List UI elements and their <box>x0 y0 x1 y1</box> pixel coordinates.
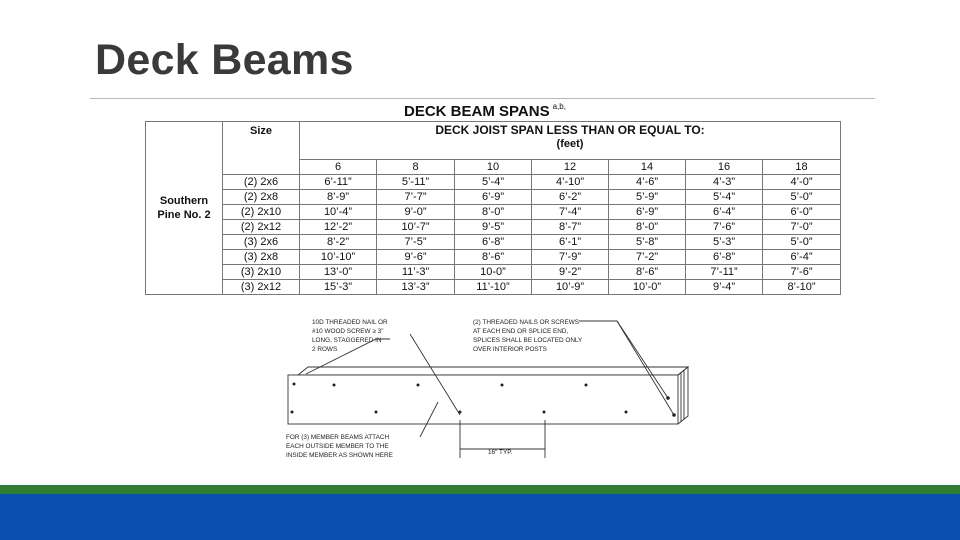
span-value-cell: 13’-3” <box>377 280 455 295</box>
footer-green-stripe <box>0 485 960 494</box>
span-value-cell: 10’-9” <box>532 280 609 295</box>
span-value-cell: 7’-5” <box>377 235 455 250</box>
table-row <box>146 175 841 190</box>
span-value-cell: 6’-9” <box>455 190 532 205</box>
note-right-line-2: AT EACH END OR SPLICE END, <box>473 328 569 335</box>
beam-size-cell: (2) 2x12 <box>223 220 300 235</box>
span-column-header: 16 <box>686 160 763 175</box>
span-value-cell: 11’-3” <box>377 265 455 280</box>
span-value-cell: 12’-2” <box>300 220 377 235</box>
span-value-cell: 10’-0” <box>609 280 686 295</box>
span-column-header: 18 <box>763 160 841 175</box>
span-value-cell: 4’-6” <box>609 175 686 190</box>
span-value-cell: 8’-7” <box>532 220 609 235</box>
span-value-cell: 6’-11” <box>300 175 377 190</box>
span-value-cell: 4’-0” <box>763 175 841 190</box>
span-header <box>300 122 841 160</box>
span-value-cell: 7’-11” <box>686 265 763 280</box>
span-value-cell: 6’-0” <box>763 205 841 220</box>
beam-size-cell: (2) 2x10 <box>223 205 300 220</box>
span-value-cell: 5’-4” <box>455 175 532 190</box>
note-bottom-line-1: FOR (3) MEMBER BEAMS ATTACH <box>286 434 390 441</box>
span-value-cell: 6’-1” <box>532 235 609 250</box>
deck-beam-spans-table <box>145 121 841 295</box>
note-left-line-4: 2 ROWS <box>312 346 338 353</box>
table-title-superscript: a,b, <box>552 102 566 111</box>
beam-size-cell: (3) 2x6 <box>223 235 300 250</box>
span-column-header: 6 <box>300 160 377 175</box>
beam-size-cell: (3) 2x10 <box>223 265 300 280</box>
beam-top-face <box>298 367 688 375</box>
span-value-cell: 5’-11” <box>377 175 455 190</box>
span-value-cell: 10’-10” <box>300 250 377 265</box>
species-cell <box>146 122 223 295</box>
span-column-header: 8 <box>377 160 455 175</box>
span-header-line-2: (feet) <box>556 138 584 150</box>
nail-dot <box>417 384 420 387</box>
note-left-line-1: 10D THREADED NAIL OR <box>312 319 388 326</box>
span-column-header: 14 <box>609 160 686 175</box>
beam-end-face <box>678 367 688 424</box>
nail-dot <box>501 384 504 387</box>
span-value-cell: 9’-6” <box>377 250 455 265</box>
span-value-cell: 5’-0” <box>763 190 841 205</box>
table-title <box>404 103 566 120</box>
table-row <box>146 220 841 235</box>
span-value-cell: 6’-4” <box>686 205 763 220</box>
span-value-cell: 9’-5” <box>455 220 532 235</box>
slide-title: Deck Beams <box>95 36 354 84</box>
span-value-cell: 10’-4” <box>300 205 377 220</box>
span-value-cell: 15’-3” <box>300 280 377 295</box>
table-title-text: DECK BEAM SPANS <box>404 103 550 120</box>
span-value-cell: 4’-3” <box>686 175 763 190</box>
span-value-cell: 7’-0” <box>763 220 841 235</box>
span-header-line-1: DECK JOIST SPAN LESS THAN OR EQUAL TO: <box>435 123 705 137</box>
span-value-cell: 6’-8” <box>455 235 532 250</box>
span-value-cell: 9’-2” <box>532 265 609 280</box>
nail-dot <box>293 383 296 386</box>
table-row <box>146 205 841 220</box>
beam-nailing-diagram <box>270 312 710 469</box>
span-value-cell: 6’-8” <box>686 250 763 265</box>
nail-dot <box>291 411 294 414</box>
span-value-cell: 7’-6” <box>686 220 763 235</box>
table-row <box>146 265 841 280</box>
span-value-cell: 13’-0” <box>300 265 377 280</box>
size-header: Size <box>223 122 300 175</box>
span-value-cell: 6’-2” <box>532 190 609 205</box>
span-value-cell: 7’-2” <box>609 250 686 265</box>
span-column-header: 12 <box>532 160 609 175</box>
beam-size-cell: (2) 2x8 <box>223 190 300 205</box>
span-value-cell: 10-0” <box>455 265 532 280</box>
span-value-cell: 7’-6” <box>763 265 841 280</box>
span-value-cell: 9’-4” <box>686 280 763 295</box>
span-value-cell: 5’-0” <box>763 235 841 250</box>
end-nail-dot <box>666 396 670 400</box>
span-value-cell: 5’-9” <box>609 190 686 205</box>
beam-size-cell: (3) 2x12 <box>223 280 300 295</box>
species-line-2: Pine No. 2 <box>157 209 211 221</box>
span-value-cell: 8’-0” <box>609 220 686 235</box>
nail-dot <box>543 411 546 414</box>
nail-dot <box>375 411 378 414</box>
span-value-cell: 10’-7” <box>377 220 455 235</box>
note-left-line-3: LONG, STAGGERED IN <box>312 337 382 344</box>
note-left-line-2: #10 WOOD SCREW ≥ 3" <box>312 328 384 335</box>
note-bottom-line-3: INSIDE MEMBER AS SHOWN HERE <box>286 452 393 459</box>
beam-front-face <box>288 375 678 424</box>
note-right-line-3: SPLICES SHALL BE LOCATED ONLY <box>473 337 583 344</box>
leader-left <box>306 339 390 374</box>
table-row <box>146 280 841 295</box>
beam-size-cell: (3) 2x8 <box>223 250 300 265</box>
span-value-cell: 7’-9” <box>532 250 609 265</box>
nail-dot <box>625 411 628 414</box>
title-divider <box>90 98 875 99</box>
nail-dot <box>459 411 462 414</box>
nail-dot <box>585 384 588 387</box>
span-value-cell: 5’-3” <box>686 235 763 250</box>
species-line-1: Southern <box>159 195 209 207</box>
beam-drawing <box>270 312 710 464</box>
span-value-cell: 8’-10” <box>763 280 841 295</box>
span-value-cell: 8’-6” <box>455 250 532 265</box>
span-value-cell: 8’-2” <box>300 235 377 250</box>
footer-blue-band <box>0 494 960 540</box>
note-bottom-line-2: EACH OUTSIDE MEMBER TO THE <box>286 443 389 450</box>
span-value-cell: 9’-0” <box>377 205 455 220</box>
table-row <box>146 250 841 265</box>
span-value-cell: 6’-4” <box>763 250 841 265</box>
span-value-cell: 5’-8” <box>609 235 686 250</box>
table-header-row <box>146 122 841 160</box>
note-right-line-1: (2) THREADED NAILS OR SCREWS <box>473 319 580 326</box>
span-value-cell: 8’-0” <box>455 205 532 220</box>
note-right-line-4: OVER INTERIOR POSTS <box>473 346 547 353</box>
end-nail-dot <box>672 413 676 417</box>
span-value-cell: 5’-4” <box>686 190 763 205</box>
span-column-header: 10 <box>455 160 532 175</box>
span-value-cell: 7’-7” <box>377 190 455 205</box>
spacing-dimension: 16" TYP. <box>488 449 513 456</box>
table-row <box>146 190 841 205</box>
nail-dot <box>333 384 336 387</box>
span-value-cell: 7’-4” <box>532 205 609 220</box>
span-value-cell: 11’-10” <box>455 280 532 295</box>
span-value-cell: 8’-9” <box>300 190 377 205</box>
span-value-cell: 6’-9” <box>609 205 686 220</box>
table-row <box>146 235 841 250</box>
span-value-cell: 8’-6” <box>609 265 686 280</box>
beam-size-cell: (2) 2x6 <box>223 175 300 190</box>
span-value-cell: 4’-10” <box>532 175 609 190</box>
